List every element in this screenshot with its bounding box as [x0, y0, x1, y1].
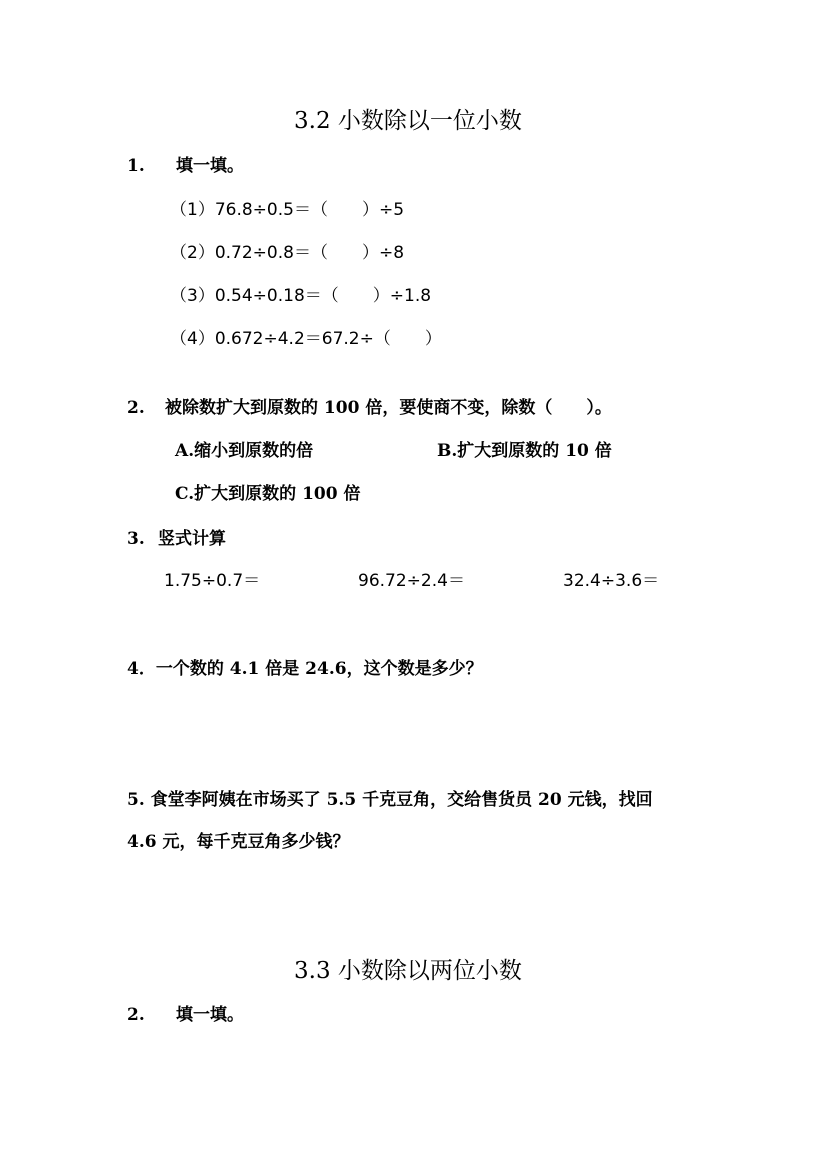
question-text: 5. 食堂李阿姨在市场买了 5.5 千克豆角，交给售货员 20 元钱，找回 — [127, 790, 653, 810]
choice-option-a: A.缩小到原数的倍 — [175, 441, 314, 461]
question-text: 竖式计算 — [158, 529, 226, 549]
question-text: 填一填。 — [176, 1005, 244, 1025]
question-text: 填一填。 — [176, 156, 244, 176]
calc-problem: 1.75÷0.7＝ — [164, 571, 261, 591]
choice-option-b: B.扩大到原数的 10 倍 — [437, 441, 612, 461]
fill-item: （3）0.54÷0.18＝（ ）÷1.8 — [170, 286, 432, 306]
fill-item: （2）0.72÷0.8＝（ ）÷8 — [170, 243, 405, 263]
question-text: 4．一个数的 4.1 倍是 24.6，这个数是多少？ — [127, 659, 483, 679]
choice-option-c: C.扩大到原数的 100 倍 — [175, 484, 361, 504]
calc-problem: 32.4÷3.6＝ — [563, 571, 660, 591]
question-number: 3. — [127, 529, 145, 549]
section-title: 3.2 小数除以一位小数 — [294, 108, 522, 134]
calc-problem: 96.72÷2.4＝ — [358, 571, 465, 591]
question-text-continued: 4.6 元，每千克豆角多少钱？ — [127, 832, 350, 852]
section-title: 3.3 小数除以两位小数 — [294, 958, 522, 984]
question-number: 2. — [127, 1005, 145, 1025]
fill-item: （1）76.8÷0.5＝（ ）÷5 — [170, 200, 405, 220]
question-text: 被除数扩大到原数的 100 倍，要使商不变，除数（ ）。 — [165, 398, 612, 418]
question-number: 1. — [127, 156, 145, 176]
fill-item: （4）0.672÷4.2＝67.2÷（ ） — [170, 329, 442, 349]
question-number: 2. — [127, 398, 145, 418]
